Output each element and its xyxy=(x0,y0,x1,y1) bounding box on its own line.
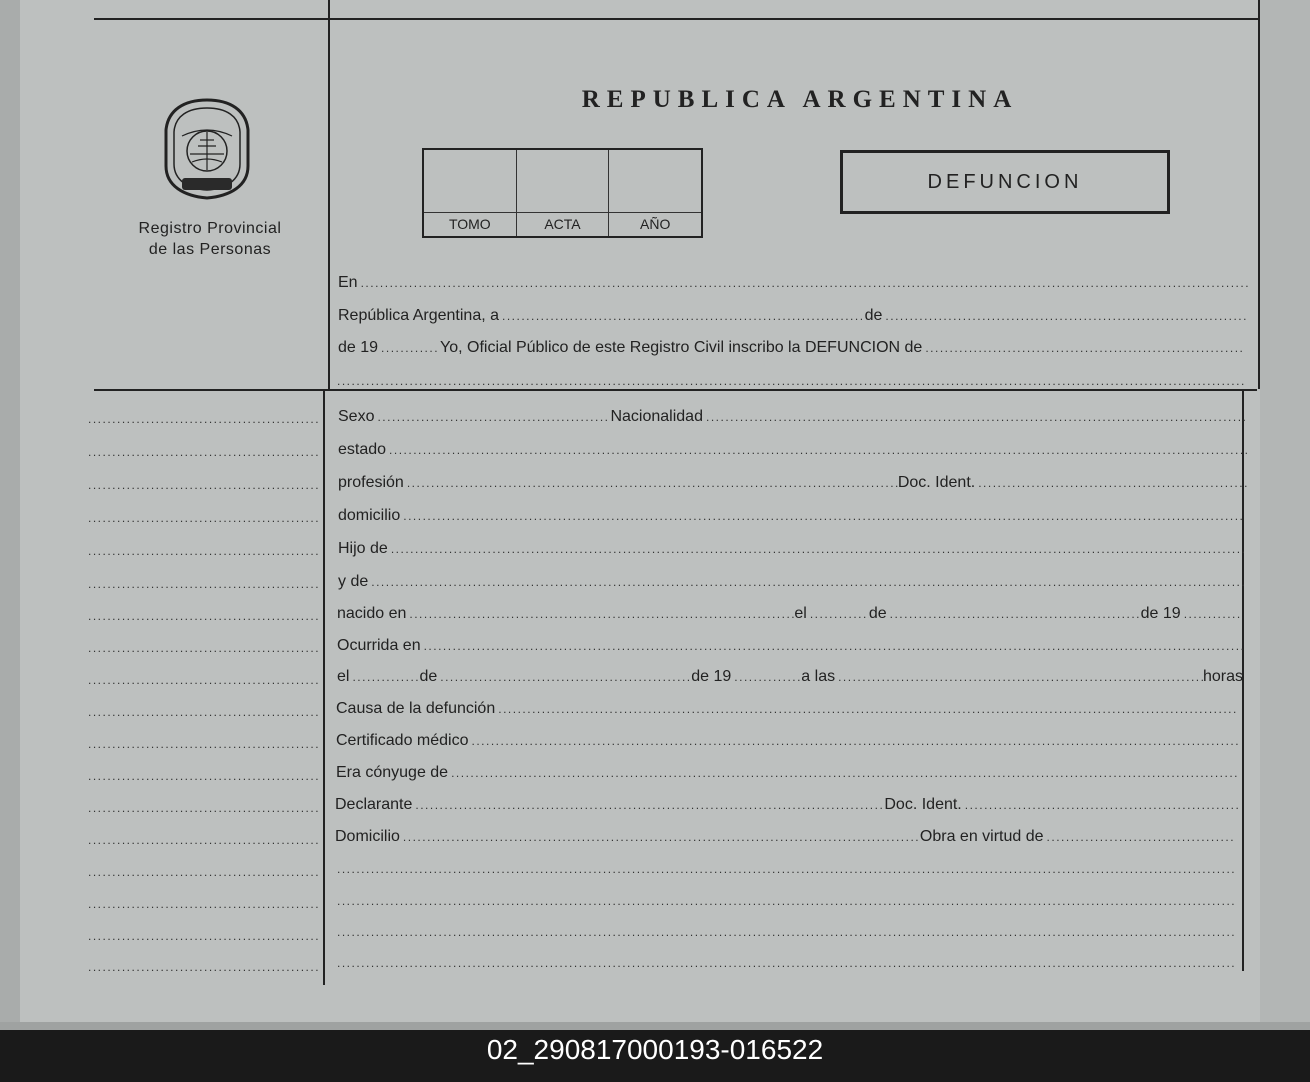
label-domicilio2: Domicilio xyxy=(335,828,400,845)
label-doc-ident: Doc. Ident. xyxy=(884,796,962,813)
line-y-de[interactable] xyxy=(338,571,1244,593)
registry-name-line2: de las Personas xyxy=(148,241,272,258)
line-nacido-en[interactable] xyxy=(337,603,1243,625)
label-sexo: Sexo xyxy=(338,408,375,425)
line-causa[interactable] xyxy=(336,698,1238,720)
line-domicilio2[interactable] xyxy=(335,826,1235,848)
page-edge-left xyxy=(0,0,20,1030)
country-title: REPUBLICA ARGENTINA xyxy=(581,86,1019,113)
label-ocurrida-en: Ocurrida en xyxy=(337,637,421,654)
label-en: En xyxy=(338,274,358,291)
label-nacionalidad: Nacionalidad xyxy=(610,408,703,425)
label-profesion: profesión xyxy=(338,474,404,491)
line-hijo-de[interactable] xyxy=(338,538,1244,560)
column-divider-top xyxy=(328,0,330,389)
label-inscribo: Yo, Oficial Público de este Registro Civil inscribo la DEFUNCION de xyxy=(440,339,923,356)
image-id-caption: 02_290817000193-016522 xyxy=(486,1034,824,1065)
left-blank-line[interactable] xyxy=(88,769,320,785)
label-republica: República Argentina, a xyxy=(338,307,499,324)
label-domicilio: domicilio xyxy=(338,507,401,524)
page-edge-bottom xyxy=(0,1022,1310,1030)
intro-line-republica[interactable] xyxy=(338,305,1248,327)
label-y-de: y de xyxy=(338,573,369,590)
line-profesion[interactable] xyxy=(338,472,1248,494)
left-blank-line[interactable] xyxy=(88,960,320,976)
line-declarante[interactable] xyxy=(335,794,1239,816)
label-de: de xyxy=(864,307,883,324)
label-obra: Obra en virtud de xyxy=(919,828,1044,845)
register-reference-table xyxy=(422,148,703,238)
line-sexo[interactable] xyxy=(338,406,1248,428)
label-conyuge: Era cónyuge de xyxy=(336,764,449,781)
column-divider-bottom xyxy=(323,389,325,985)
line-ocurrida-en[interactable] xyxy=(337,635,1243,657)
page-edge-right xyxy=(1260,0,1310,1030)
acta-cell[interactable] xyxy=(517,150,610,236)
intro-line-en[interactable] xyxy=(338,272,1248,294)
left-blank-line[interactable] xyxy=(88,929,320,945)
label-a-las: a las xyxy=(801,668,836,685)
label-doc-ident: Doc. Ident. xyxy=(897,474,976,491)
line-estado[interactable] xyxy=(338,439,1248,461)
left-blank-line[interactable] xyxy=(88,705,320,721)
line-fecha-hora[interactable] xyxy=(337,666,1243,688)
line-blank[interactable] xyxy=(334,858,1234,880)
document-type-box: DEFUNCION xyxy=(840,150,1170,214)
label-nacido-en: nacido en xyxy=(337,605,407,622)
label-estado: estado xyxy=(338,441,387,458)
left-blank-line[interactable] xyxy=(88,609,320,625)
provincial-seal-icon xyxy=(160,96,254,200)
left-blank-line[interactable] xyxy=(88,445,320,461)
line-blank[interactable] xyxy=(334,921,1234,943)
label-hijo-de: Hijo de xyxy=(338,540,388,557)
intro-line-blank[interactable] xyxy=(334,370,1246,392)
left-blank-line[interactable] xyxy=(88,833,320,849)
label-el: el xyxy=(337,668,350,685)
line-domicilio[interactable] xyxy=(338,505,1244,527)
acta-label: ACTA xyxy=(517,212,609,236)
left-blank-line[interactable] xyxy=(88,801,320,817)
tomo-cell[interactable] xyxy=(424,150,517,236)
left-blank-line[interactable] xyxy=(88,511,320,527)
label-horas: horas xyxy=(1202,668,1243,685)
line-certificado[interactable] xyxy=(336,730,1238,752)
label-de: de xyxy=(419,668,438,685)
line-conyuge[interactable] xyxy=(336,762,1238,784)
label-de-19: de 19 xyxy=(1140,605,1181,622)
anio-label: AÑO xyxy=(609,212,701,236)
label-de-19: de 19 xyxy=(691,668,732,685)
label-de: de xyxy=(868,605,887,622)
label-el: el xyxy=(794,605,807,622)
intro-line-inscribo[interactable] xyxy=(338,337,1244,359)
left-blank-line[interactable] xyxy=(88,577,320,593)
registry-name-line1: Registro Provincial xyxy=(138,220,282,237)
left-blank-line[interactable] xyxy=(88,412,320,428)
left-blank-line[interactable] xyxy=(88,865,320,881)
line-blank[interactable] xyxy=(334,890,1234,912)
left-blank-line[interactable] xyxy=(88,673,320,689)
label-certificado: Certificado médico xyxy=(336,732,469,749)
left-blank-line[interactable] xyxy=(88,544,320,560)
right-rule-top xyxy=(1258,0,1260,389)
line-blank[interactable] xyxy=(334,952,1234,974)
left-blank-line[interactable] xyxy=(88,897,320,913)
tomo-label: TOMO xyxy=(424,212,516,236)
top-rule xyxy=(94,18,1260,20)
left-blank-line[interactable] xyxy=(88,737,320,753)
label-declarante: Declarante xyxy=(335,796,413,813)
left-blank-line[interactable] xyxy=(88,478,320,494)
label-causa: Causa de la defunción xyxy=(336,700,496,717)
left-blank-line[interactable] xyxy=(88,641,320,657)
anio-cell[interactable] xyxy=(609,150,701,236)
label-de-19: de 19 xyxy=(338,339,379,356)
